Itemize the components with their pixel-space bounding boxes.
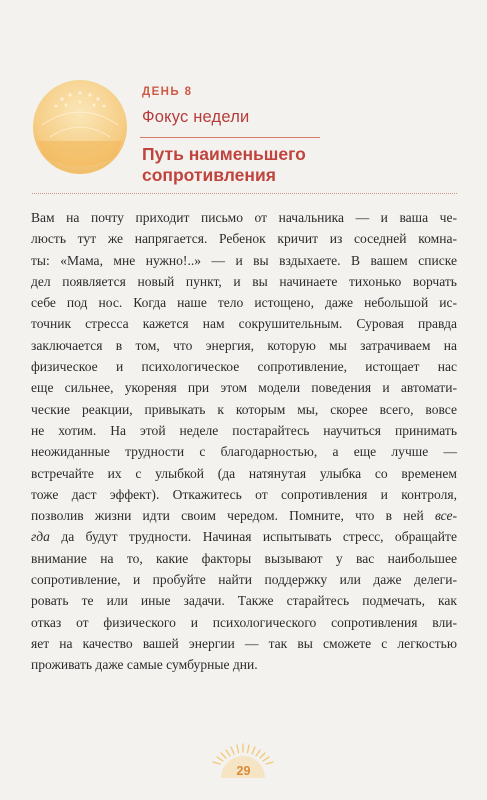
page-title bbox=[142, 144, 392, 186]
body-line: люсть тут же напрягается. Ребенок кричит из соседней комна- bbox=[31, 231, 457, 247]
body-paragraph bbox=[31, 207, 457, 676]
body-line: заключается в том, что энергия, которую мы затрачиваем на bbox=[31, 337, 457, 353]
body-line: дел появляется новый пункт, и вы начинаете тихонько ворчать bbox=[31, 273, 457, 289]
body-line: неожиданные трудности с благодарностью, а еще лучше — bbox=[31, 444, 457, 460]
sun-emblem-icon bbox=[32, 79, 128, 175]
body-line: внимание на то, какие факторы вызывают у вас наибольшее bbox=[31, 550, 457, 566]
body-line: себе под нос. Когда наше тело истощено, даже небольшой ис- bbox=[31, 295, 457, 311]
body-line: яет на качество вашей энергии — так вы сможете с легкостью bbox=[31, 635, 457, 651]
day-label: ДЕНЬ 8 bbox=[142, 86, 193, 98]
body-line: точник стресса кажется нам сокрушительным. Суровая правда bbox=[31, 316, 457, 332]
body-line: еще сильнее, укореняя при этом модели поведения и автомати- bbox=[31, 380, 457, 396]
body-line: отказ от физического и психологического сопротивления вли- bbox=[31, 614, 457, 630]
body-line: проживать даже самые сумбурные дни. bbox=[31, 657, 258, 673]
body-line: сопротивление, и пробуйте найти поддержку или даже делеги- bbox=[31, 572, 457, 588]
title-line-2: сопротивления bbox=[142, 165, 276, 185]
body-line-with-italic bbox=[31, 526, 457, 547]
italic-word: гда bbox=[31, 529, 50, 545]
page-number: 29 bbox=[236, 764, 251, 778]
body-line: тоже даст эффект). Откажитесь от сопротивления и контроля, bbox=[31, 486, 457, 502]
week-focus-heading: Фокус недели bbox=[142, 108, 250, 126]
heading-divider bbox=[140, 137, 320, 138]
italic-word: все- bbox=[434, 508, 457, 524]
body-line: не хотим. На этой неделе постарайтесь научиться принимать bbox=[31, 422, 457, 438]
body-line: ческие реакции, привыкать к которым мы, скорее всего, вовсе bbox=[31, 401, 457, 417]
body-line-text: да будут трудности. Начиная испытывать стресс, обращайте bbox=[61, 529, 457, 545]
title-line-1: Путь наименьшего bbox=[142, 144, 306, 164]
dotted-divider bbox=[32, 193, 457, 194]
body-line-text: позволив жизни идти своим чередом. Помните, что в ней bbox=[31, 508, 435, 524]
body-line: физическое и психологическое сопротивление, истощает нас bbox=[31, 359, 457, 375]
body-line: ровать те или иные задачи. Также старайтесь подмечать, как bbox=[31, 593, 457, 609]
body-line: Вам на почту приходит письмо от начальника — и ваша че- bbox=[31, 210, 457, 225]
body-line-with-italic bbox=[31, 505, 457, 526]
body-line: встречайте их с улыбкой (да натянутая улыбка со временем bbox=[31, 465, 457, 481]
body-line: ты: «Мама, мне нужно!..» — и вы вздыхаете. В вашем списке bbox=[31, 252, 457, 268]
